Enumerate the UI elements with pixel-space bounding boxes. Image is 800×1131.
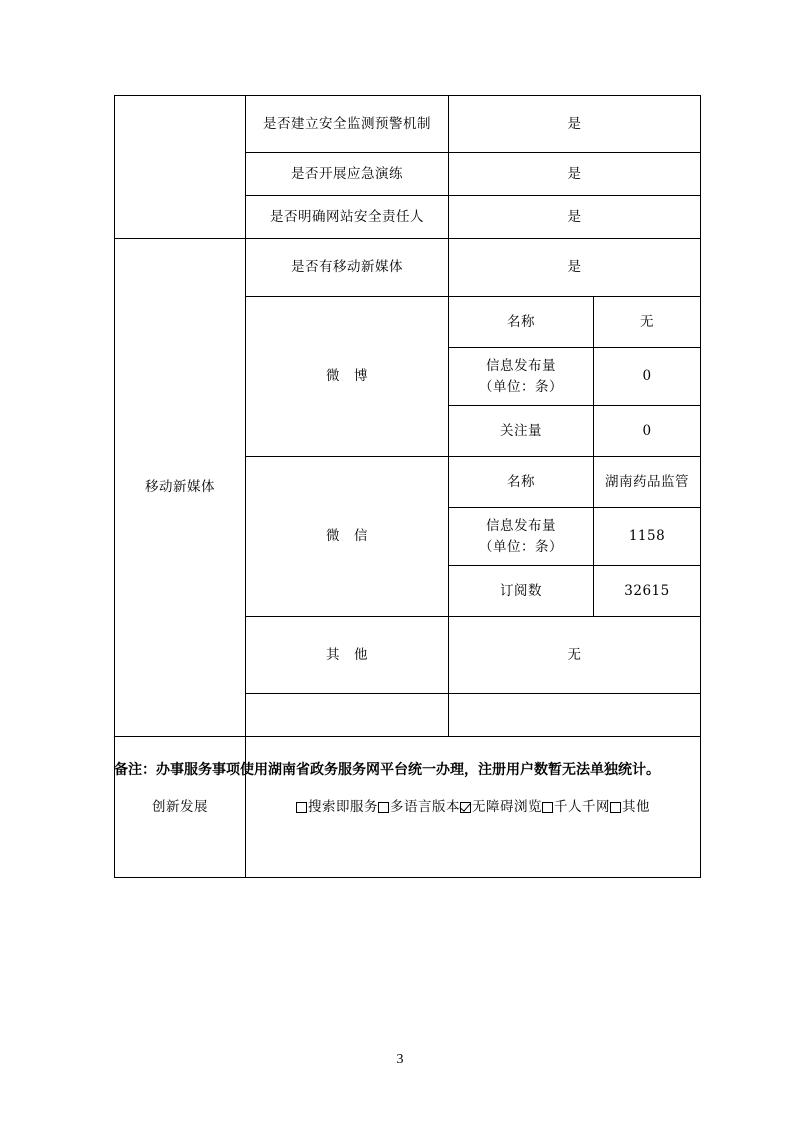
warning-mechanism-label: 是否建立安全监测预警机制	[246, 96, 449, 153]
drill-value: 是	[449, 153, 701, 196]
weixin-subscribers-label: 订阅数	[449, 566, 594, 617]
mobile-media-group-label: 移动新媒体	[115, 239, 246, 737]
innovation-label: 创新发展	[115, 737, 246, 878]
table-row	[115, 96, 701, 153]
page-number: 3	[396, 1052, 404, 1067]
innovation-option-label: 千人千网	[554, 798, 610, 815]
checkbox-icon[interactable]	[296, 802, 307, 813]
innovation-option-label: 搜索即服务	[308, 798, 378, 815]
empty-group-cell	[115, 96, 246, 239]
weixin-publish-value: 1158	[594, 508, 701, 566]
innovation-option-2[interactable]	[460, 797, 542, 817]
remark-text: 备注：办事服务事项使用湖南省政务服务网平台统一办理，注册用户数暂无法单独统计。	[114, 762, 660, 778]
weibo-followers-value: 0	[594, 406, 701, 457]
weibo-name-value: 无	[594, 297, 701, 348]
weibo-followers-label: 关注量	[449, 406, 594, 457]
innovation-option-label: 多语言版本	[390, 798, 460, 815]
weixin-publish-label-line2: （单位：条）	[479, 538, 563, 555]
weibo-publish-label-line1: 信息发布量	[486, 358, 556, 375]
weixin-publish-label	[449, 508, 594, 566]
innovation-option-1[interactable]	[378, 797, 460, 817]
responsible-person-value: 是	[449, 196, 701, 239]
weibo-label: 微 博	[246, 297, 449, 457]
drill-label: 是否开展应急演练	[246, 153, 449, 196]
innovation-option-label: 无障碍浏览	[472, 798, 542, 815]
checkbox-icon[interactable]	[610, 802, 621, 813]
weibo-publish-label	[449, 348, 594, 406]
innovation-option-0[interactable]	[296, 797, 378, 817]
table-row	[115, 239, 701, 297]
checkbox-icon[interactable]	[542, 802, 553, 813]
warning-mechanism-value: 是	[449, 96, 701, 153]
mobile-media-filler-1	[246, 694, 449, 737]
has-mobile-media-value: 是	[449, 239, 701, 297]
weixin-name-label: 名称	[449, 457, 594, 508]
responsible-person-label: 是否明确网站安全责任人	[246, 196, 449, 239]
mobile-media-filler-2	[449, 694, 701, 737]
innovation-option-4[interactable]	[610, 797, 650, 817]
innovation-option-3[interactable]	[542, 797, 610, 817]
weixin-name-value: 湖南药品监管	[594, 457, 701, 508]
other-value: 无	[449, 617, 701, 694]
other-label: 其 他	[246, 617, 449, 694]
innovation-options-list	[250, 797, 696, 817]
has-mobile-media-label: 是否有移动新媒体	[246, 239, 449, 297]
weibo-name-label: 名称	[449, 297, 594, 348]
weibo-publish-label-line2: （单位：条）	[479, 378, 563, 395]
innovation-option-label: 其他	[622, 798, 650, 815]
checkbox-icon[interactable]	[378, 802, 389, 813]
weibo-publish-value: 0	[594, 348, 701, 406]
weixin-label: 微 信	[246, 457, 449, 617]
weixin-publish-label-line1: 信息发布量	[486, 518, 556, 535]
checkbox-checked-icon[interactable]	[460, 802, 471, 813]
weixin-subscribers-value: 32615	[594, 566, 701, 617]
